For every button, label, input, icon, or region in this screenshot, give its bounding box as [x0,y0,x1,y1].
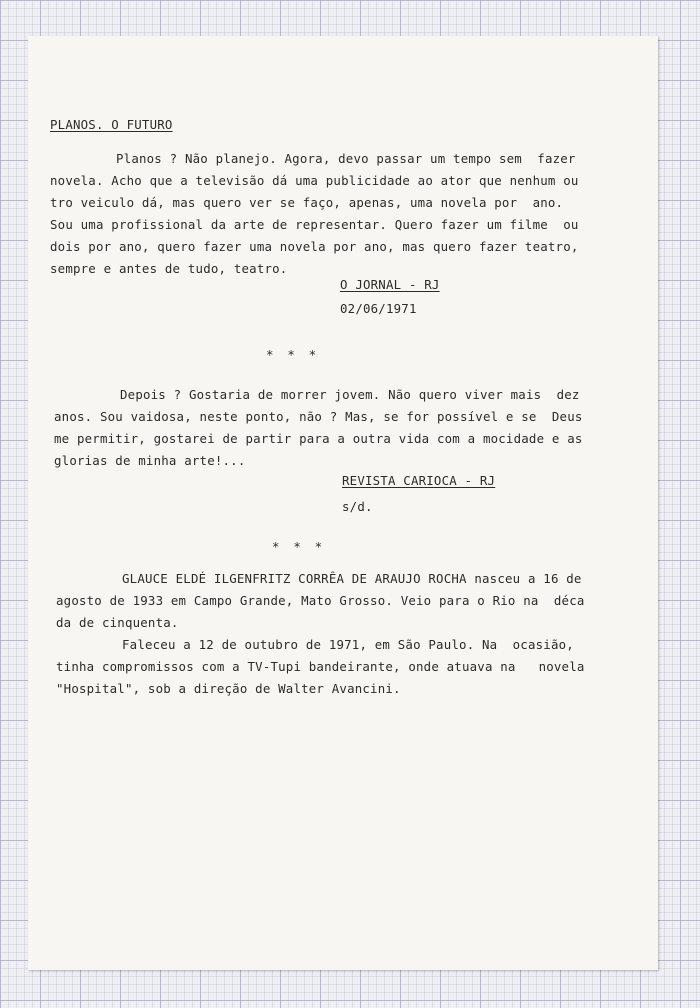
bio-line: "Hospital", sob a direção de Walter Avancini. [56,681,401,696]
paragraph-line: Depois ? Gostaria de morrer jovem. Não quero viver mais dez [120,387,580,402]
paragraph-line: glorias de minha arte!... [54,453,246,468]
paragraph-line: Planos ? Não planejo. Agora, devo passar um tempo sem fazer [116,151,576,166]
paragraph-line: anos. Sou vaidosa, neste ponto, não ? Mas, se for possível e se Deus [54,409,583,424]
section-separator: * * * [272,539,323,554]
source-citation: O JORNAL - RJ [340,277,440,292]
paragraph-line: Sou uma profissional da arte de representar. Quero fazer um filme ou [50,217,579,232]
typed-page [28,36,658,970]
paragraph-line: dois por ano, quero fazer uma novela por ano, mas quero fazer teatro, [50,239,579,254]
citation-date: s/d. [342,499,373,514]
section-separator: * * * [266,347,317,362]
paragraph-line: sempre e antes de tudo, teatro. [50,261,288,276]
source-citation: REVISTA CARIOCA - RJ [342,473,496,488]
bio-line: agosto de 1933 em Campo Grande, Mato Grosso. Veio para o Rio na déca [56,593,585,608]
paragraph-line: novela. Acho que a televisão dá uma publicidade ao ator que nenhum ou [50,173,579,188]
paragraph-line: me permitir, gostarei de partir para a outra vida com a mocidade e as [54,431,583,446]
citation-date: 02/06/1971 [340,301,417,316]
bio-line: tinha compromissos com a TV-Tupi bandeirante, onde atuava na novela [56,659,585,674]
bio-line: da de cinquenta. [56,615,179,630]
section-heading: PLANOS. O FUTURO [50,117,173,132]
bio-line: GLAUCE ELDÉ ILGENFRITZ CORRÊA DE ARAUJO ROCHA nasceu a 16 de [122,571,582,586]
bio-line: Faleceu a 12 de outubro de 1971, em São Paulo. Na ocasião, [122,637,574,652]
paragraph-line: tro veiculo dá, mas quero ver se faço, apenas, uma novela por ano. [50,195,564,210]
